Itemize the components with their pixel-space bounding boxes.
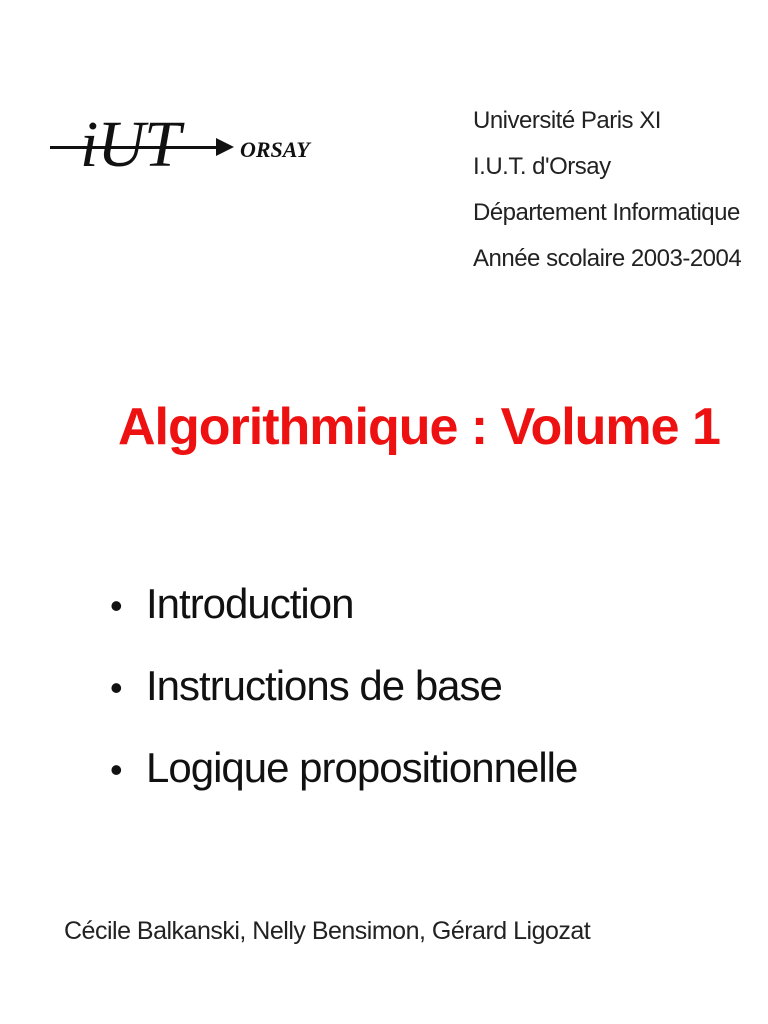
institution-block: [473, 98, 741, 282]
institution-department: Département Informatique: [473, 199, 740, 226]
topic-label: Introduction: [146, 580, 354, 627]
logo-main-text: iUT: [80, 108, 180, 181]
bullet-icon: •: [110, 667, 122, 708]
document-title: Algorithmique : Volume 1: [118, 398, 720, 456]
bullet-icon: •: [110, 749, 122, 790]
list-item: [110, 646, 577, 728]
arrow-right-icon: [216, 138, 234, 156]
list-item: [110, 728, 577, 810]
topic-list: [110, 564, 577, 810]
topic-label: Logique propositionnelle: [146, 744, 578, 791]
logo-sub-text: ORSAY: [240, 137, 310, 162]
institution-university: Université Paris XI: [473, 107, 661, 134]
topic-label: Instructions de base: [146, 662, 502, 709]
institution-year: Année scolaire 2003-2004: [473, 245, 742, 272]
authors-line: Cécile Balkanski, Nelly Bensimon, Gérard Ligozat: [64, 917, 591, 945]
bullet-icon: •: [110, 585, 122, 626]
list-item: [110, 564, 577, 646]
institution-iut: I.U.T. d'Orsay: [473, 153, 611, 180]
iut-orsay-logo: [50, 100, 310, 200]
